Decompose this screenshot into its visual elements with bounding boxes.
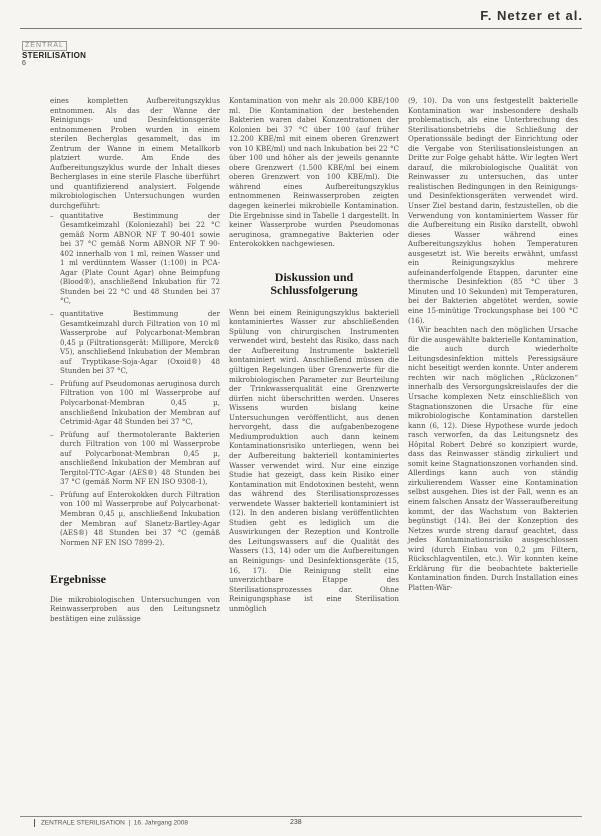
col2-paragraph-2: Wenn bei einem Reinigungszyklus bakteriell kontaminiertes Wasser zur abschließenden Spülung von chirurgischen Instrumenten verwendet wird, besteht das Risiko, dass nach der Aufbereitung Instrumente bakteriell kontaminiert wird. Anschließend müssen die gültigen Regelungen über Grenzwerte für die mikrobiologischen Parameter zur Beurteilung der Trinkwasserqualität eine Grenzwerte dürfen nicht überschritten werden. Unseres Wissens wurden bislang keine Untersuchungen veröffentlicht, aus denen hervorgeht, dass die aufgabenbezogene Mediumproduktion auch dann keinem Kontaminationsrisiko unterliegen, wenn bei der Aufbereitung bakteriell kontaminiertes Wasser verwendet wird. Nur eine einzige Studie hat gezeigt, dass kein Risiko einer Kontamination mit Endotoxinen besteht, wenn das während des Sterilisationsprozesses verwendete Wasser bakteriell kontaminiert ist (12). In den anderen bislang veröffentlichten Studien geht es lediglich um die Auswirkungen der Rezeption und Kontrolle des Leitungswassers auf die Qualität des Wassers (13, 14) oder um die Aufbereitungen an Reinigungs- und Desinfektionsgeräte (15, 16, 17). Die Reinigung stellt eine unverzichtbare Etappe des Sterilisationsprozesses dar. Ohne Reinigungsphase ist eine Sterilisation unmöglich <box>229 307 399 613</box>
header-rule <box>20 28 582 29</box>
list-item: – quantitative Bestimmung der Gesamtkeimzahl durch Filtration von 10 ml Wasserprobe auf Polycarbonat-Membran 0,45 µ (Filtrationsgerät: Millipore, Merck® V5), anschließend Inkubation der Membran auf Tryptikase-Soja-Agar (Oxoid®) 48 Stunden bei 37 °C, <box>50 309 220 376</box>
list-item: – Prüfung auf Pseudomonas aeruginosa durch Filtration von 100 ml Wasserprobe auf Polycarbonat-Membran 0,45 µ, anschließend Inkubation der Membran auf Cetrimid-Agar 48 Stunden bei 37 °C, <box>50 379 220 427</box>
footer-journal: ZENTRALE STERILISATION <box>40 819 125 827</box>
logo-number: 6 <box>22 60 26 67</box>
column-1 <box>50 96 220 623</box>
col2-paragraph-1: Kontamination von mehr als 20.000 KBE/100 ml. Die Kontamination der bestehenden Bakterien waren dabei Konzentrationen der Kolonien bei 37 °C über 100 (auf früher 12.200 KBE/ml mit einem oberen Grenzwert von 10 KBE/ml) und nach Inkubation bei 22 °C über 100 und höher als der jeweils genannte obere Grenzwert (1.500 KBE/ml bei einem oberen Grenzwert von 100 KBE/ml). Die während eines Aufbereitungszyklus entnommenen Reinwasserproben zeigten dagegen keinerlei mikrobielle Kontamination. Die Ergebnisse sind in Tabelle 1 dargestellt. In keiner Wasserprobe wurden Pseudomonas aeruginosa, gramnegative Bakterien oder Enterokokken nachgewiesen. <box>229 96 399 249</box>
journal-logo <box>22 32 92 67</box>
heading-diskussion-line-2: Schlussfolgerung <box>270 283 358 298</box>
page-footer: ZENTRALE STERILISATION | 16. Jahrgang 2008 <box>34 819 188 827</box>
heading-diskussion-line-1: Diskussion und <box>274 269 354 284</box>
list-item: – Prüfung auf Enterokokken durch Filtration von 100 ml Wasserprobe auf Polycarbonat-Membran 0,45 µ, anschließend Inkubation der Membran auf Slanetz-Bartley-Agar (AES®) 48 Stunden bei 37 °C (gemäß Normen NF EN ISO 7899-2). <box>50 490 220 547</box>
footer-volume: 16. Jahrgang 2008 <box>133 819 188 827</box>
logo-main-text: STERILISATION <box>22 51 87 60</box>
col3-paragraph-2: Wir beachten nach den möglichen Ursache für die ausgewählte bakterielle Kontamination, die auch durch wiederholte Leitungsdesinfektion mittels Peressigsäure nicht beseitigt werden konnte. Unter anderem rechten wir nach möglichen „Rückzonen“ innerhalb des Versorgungskreislaufes der die Ursache komplexen Netz einschließlich von Stagnationszonen die Ursache für eine mikrobiologische Kontamination darstellen kann (6, 12). Diese Hypothese wurde jedoch rasch verworfen, da das Leitungsnetz des Hôpital Robert Debré so konzipiert wurde, dass das Reinwasser ständig zirkuliert und somit keine Stagnationszonen vorhanden sind. Allerdings kann auch von ständig zirkulierendem Wasser eine Kontamination selbst ausgehen. Dies ist der Fall, wenn es an einem falschen Ansatz der Wasseraufbereitung kommt, der das Wachstum von Bakterien begünstigt (14). Bei der Konzeption des Netzes wurde streng darauf geachtet, dass jedes Kontaminationsrisiko ausgeschlossen wird (durch Einbau von 0,2 µm Filtern, Rückschlagventilen, etc.). Wir konnten keine Erklärung für die beobachtete bakterielle Kontamination finden. Durch Installation eines Platten-Wär- <box>408 325 578 592</box>
footer-rule <box>20 816 582 817</box>
heading-diskussion <box>229 271 399 298</box>
logo-top-text: ZENTRAL <box>22 41 67 51</box>
page-number: 238 <box>290 819 302 826</box>
column-2 <box>229 96 399 613</box>
col1-paragraph-2: Die mikrobiologischen Untersuchungen von Reinwasserproben aus den Leitungsnetz bestätigen eine zulässige <box>50 594 220 623</box>
heading-ergebnisse: Ergebnisse <box>50 572 107 587</box>
methods-list <box>50 211 220 548</box>
list-item: – quantitative Bestimmung der Gesamtkeimzahl (Koloniezahl) bei 22 °C gemäß Norm ABNOR NF T 90-401 sowie bei 37 °C gemäß Norm ABNOR NF T 90-402 innerhalb von 1 ml, reinen Wasser und 1 ml verdünntem Wasser (1:100) in PCA-Agar (Plate Count Agar) ohne Beimpfung (Blood®), anschließend Inkubation für 72 Stunden bei 22 °C und 48 Stunden bei 37 °C, <box>50 211 220 306</box>
running-head-author: F. Netzer et al. <box>480 8 583 23</box>
footer-mark <box>34 819 35 827</box>
col3-paragraph-1: (9, 10). Da von uns festgestellt bakterielle Kontamination war insbesondere deshalb problematisch, als eine Unterbrechung des Sterilisationsbetriebs die Schließung der Operationssäle bedingt der Einrichtung oder die Vergabe von Sterilisationsleistungen an Dritte zur Folge gehabt hätte. Wir legten Wert darauf, die mikrobiologische Qualität von Reinwasser zu untersuchen, das unter realistischen Bedingungen in den Reinigungs- und Desinfektionsgeräten verwendet wird. Unser Ziel bestand darin, festzustellen, ob die Verwendung von kontaminiertem Wasser für die Aufbereitung ein Risiko darstellt, obwohl dieses Wasser während eines Aufbereitungszyklus hohen Temperaturen ausgesetzt ist. Wie bereits erwähnt, umfasst ein Reinigungszyklus mehrere aufeinanderfolgende Etappen, darunter eine thermische Desinfektion (85 °C über 3 Minuten und 10 Sekunden) mit Temperaturen, bei der Bakterien abgetötet werden, sowie eine 15-minütige Trockungsphase bei 100 °C (16). <box>408 96 578 325</box>
column-3 <box>408 96 578 592</box>
page-header <box>0 0 601 30</box>
list-item: – Prüfung auf thermotolerante Bakterien durch Filtration von 100 ml Wasserprobe auf Polycarbonat-Membran 0,45 µ, anschließend Inkubation der Membran auf Tergitol-TTC-Agar (AES®) 48 Stunden bei 37 °C (gemäß Norm NF EN ISO 9308-1), <box>50 430 220 487</box>
col1-paragraph-1: eines kompletten Aufbereitungszyklus entnommen. Als das der Wanne der Reinigungs- und Desinfektionsgeräte entnommenen Proben wurden in einem sterilen Becherglas gesammelt, das im Zentrum der Wanne in einem Metallkorb platziert wurde. Am Ende des Aufbereitungszyklus wurde der Inhalt dieses Becherglases in eine sterile Flasche überführt und quantifizierend analysiert. Folgende mikrobiologischen Untersuchungen wurden durchgeführt: <box>50 96 220 211</box>
